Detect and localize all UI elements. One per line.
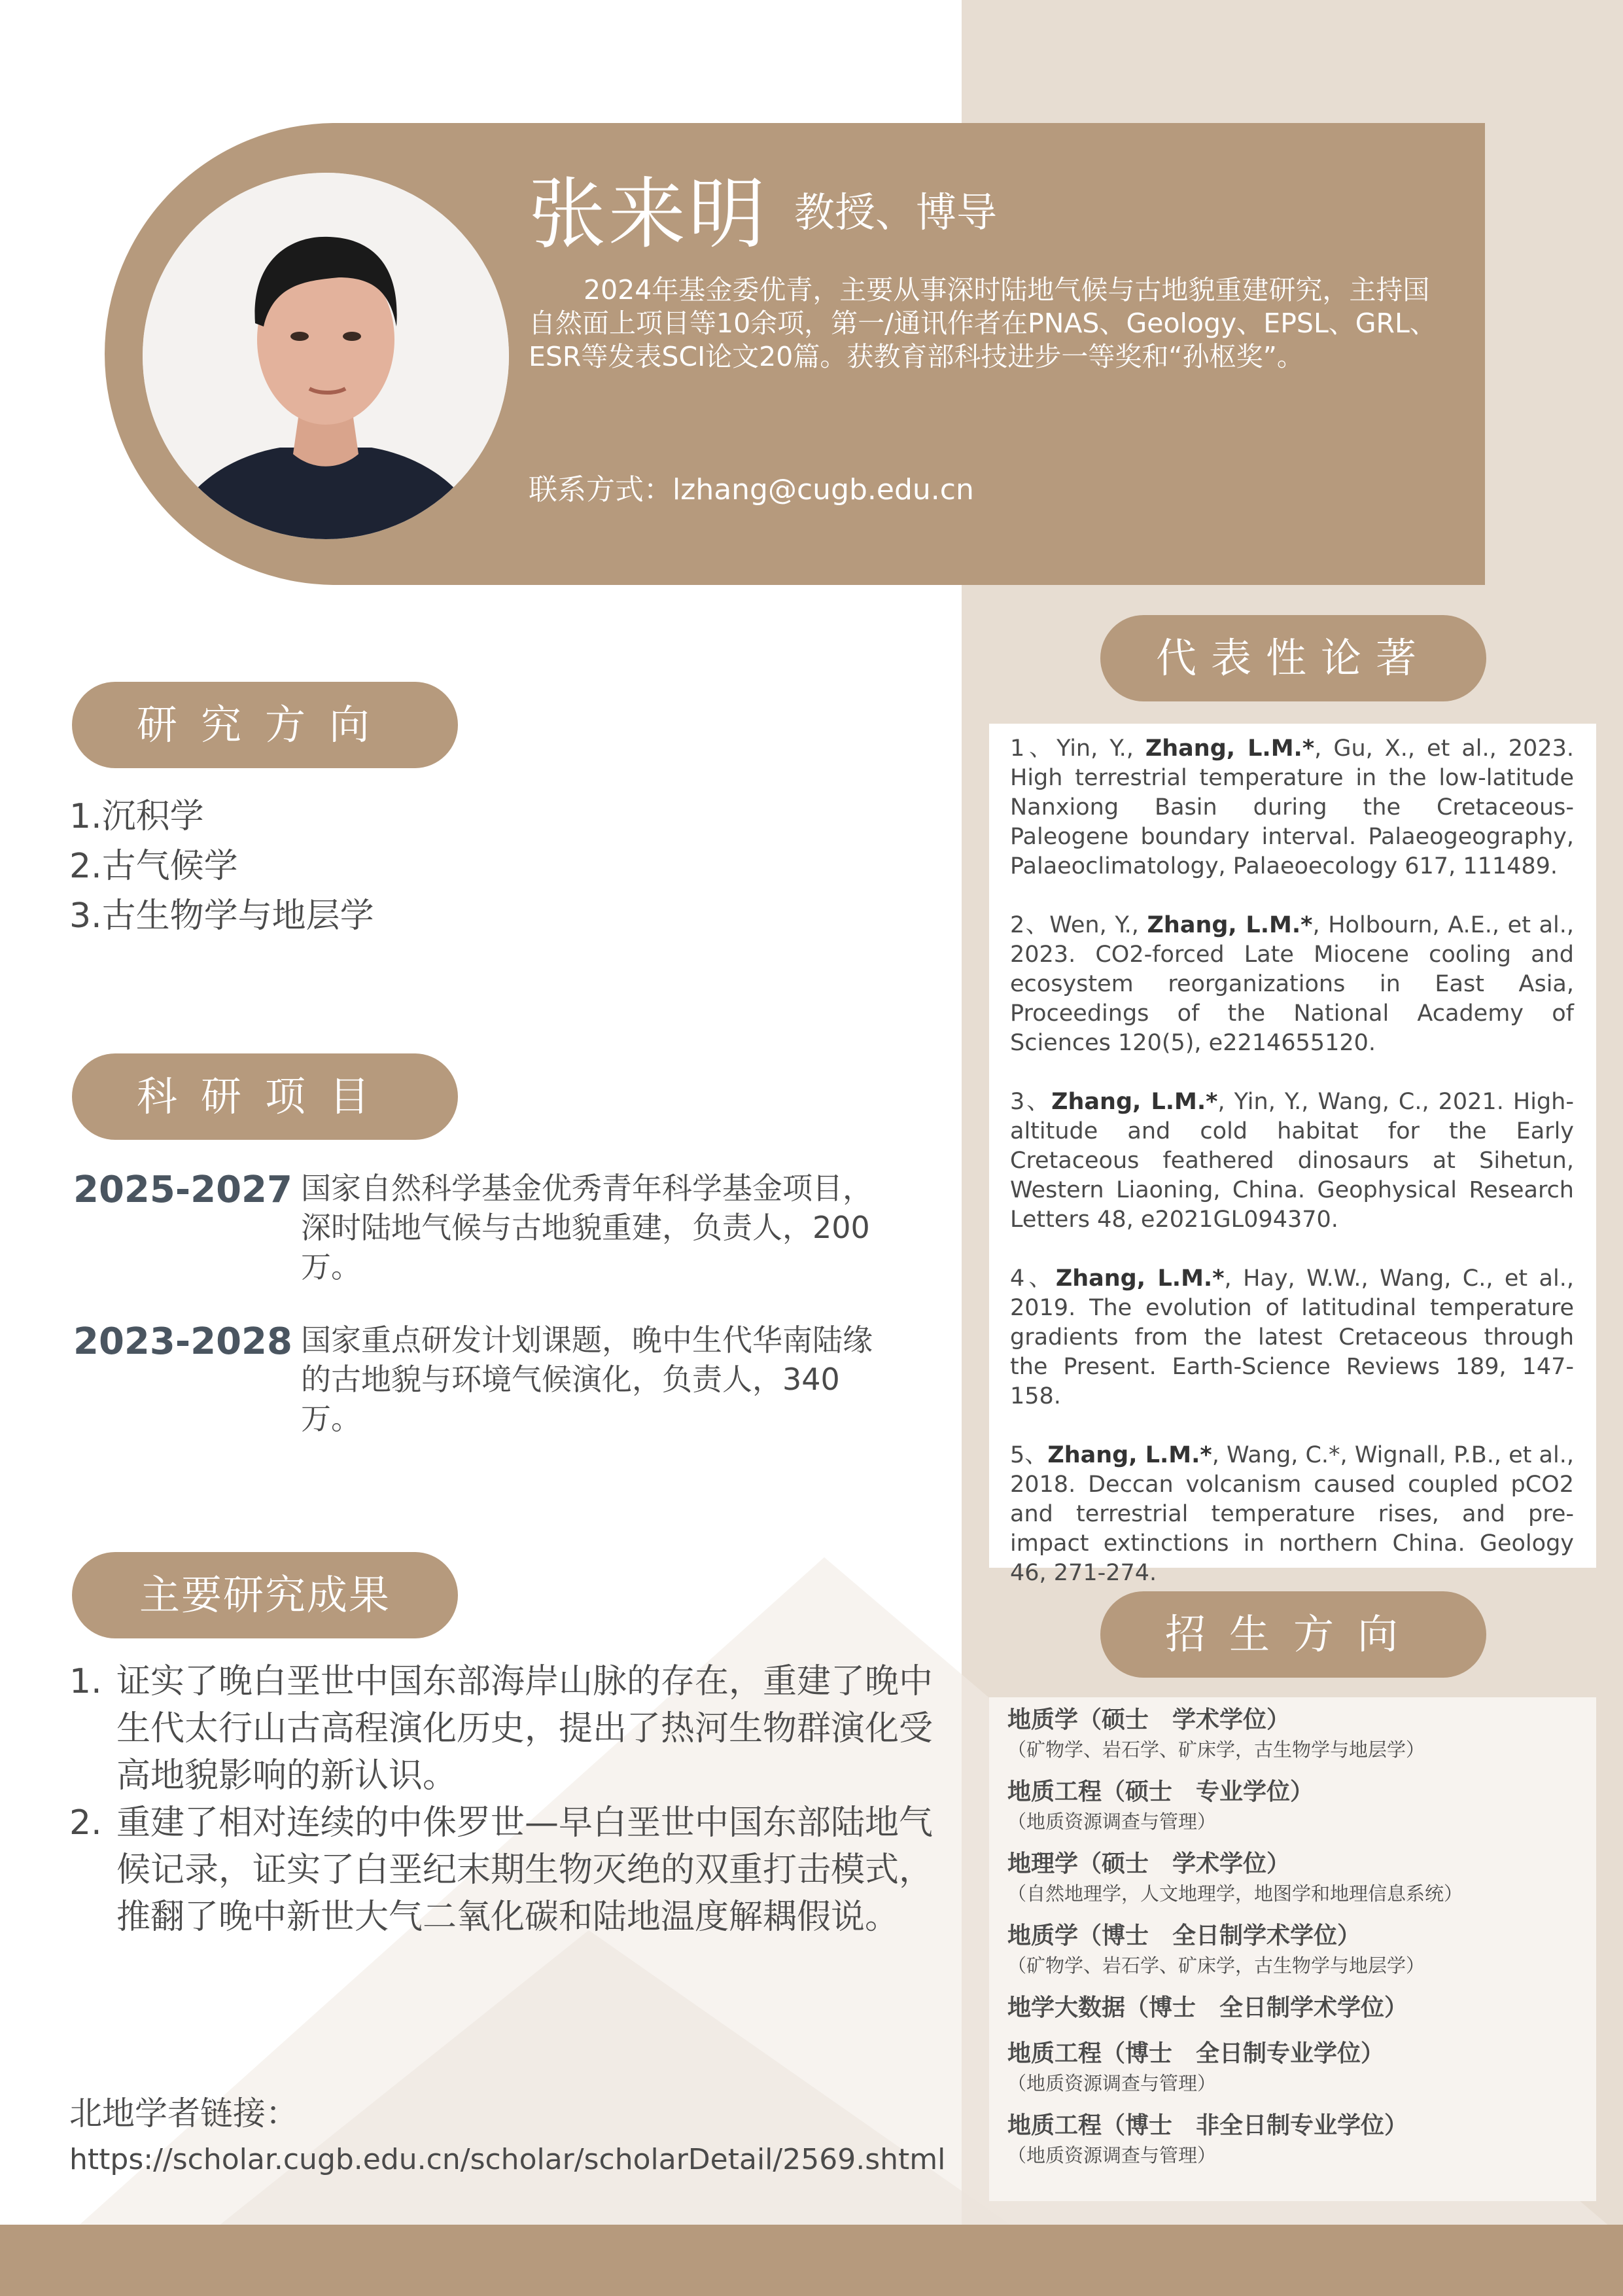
paper-item: [1010, 1087, 1574, 1235]
paper-item: [1010, 734, 1574, 881]
paper-author: Zhang, L.M.*: [1047, 1442, 1212, 1468]
enrollment-program: 地质学（博士 全日制学术学位）: [1007, 1922, 1361, 1949]
list-item: [69, 1799, 933, 1941]
paper-post: , Hay, W.W., Wang, C., et al., 2019. The evolution of latitudinal temperature gradients from the latest Cretaceous through the Present. Earth-Science Reviews 189, 147-158.: [1010, 1265, 1574, 1409]
portrait-image: [143, 173, 509, 539]
bio-text: 2024年基金委优青，主要从事深时陆地气候与古地貌重建研究，主持国自然面上项目等10余项，第一/通讯作者在PNAS、Geology、EPSL、GRL、ESR等发表SCI论文20篇。获教育部科技进步一等奖和“孙枢奖”。: [529, 274, 1437, 372]
project-years: 2025-2027: [73, 1169, 292, 1211]
spacer: [1007, 2024, 1583, 2038]
paper-pre: 3、: [1010, 1089, 1052, 1115]
results-list: [69, 1658, 933, 1941]
list-item: [69, 1658, 933, 1799]
paper-author: Zhang, L.M.*: [1147, 912, 1313, 938]
enrollment-program: 地理学（硕士 学术学位）: [1007, 1850, 1291, 1877]
paper-post: , Wang, C.*, Wignall, P.B., et al., 2018. Deccan volcanism caused coupled pCO2 and terrestrial temperature rises, and pre-impact extinctions in northern China. Geology 46, 271-274.: [1010, 1442, 1574, 1586]
bottom-band: [0, 2225, 1623, 2296]
papers-heading: 代表性论著: [1100, 615, 1486, 701]
paper-item: [1010, 1441, 1574, 1588]
list-text: 重建了相对连续的中侏罗世—早白垩世中国东部陆地气候记录，证实了白垩纪末期生物灭绝的双重打击模式，推翻了晚中新世大气二氧化碳和陆地温度解耦假说。: [116, 1803, 934, 1937]
paper-item: [1010, 911, 1574, 1058]
papers-list: [1010, 734, 1574, 1617]
enrollment-program: 地质工程（博士 全日制专业学位）: [1007, 2040, 1385, 2067]
research-heading: 研究方向: [72, 682, 458, 768]
enrollment-fields: （地质资源调查与管理）: [1007, 2144, 1217, 2166]
enrollment-fields: （自然地理学，人文地理学，地图学和地理信息系统）: [1007, 1882, 1463, 1905]
paper-post: , Yin, Y., Wang, C., 2021. High-altitude and cold habitat for the Early Cretaceous feathered dinosaurs at Sihetun, Western Liaoning, China. Geophysical Research Letters 48, e2021GL094370.: [1010, 1089, 1574, 1233]
enrollment-program: 地质学（硕士 学术学位）: [1007, 1706, 1291, 1733]
project-description: 国家自然科学基金优秀青年科学基金项目，深时陆地气候与古地貌重建，负责人，200万。: [301, 1171, 873, 1284]
profile-photo: [143, 173, 509, 539]
enrollment-program: 地质工程（博士 非全日制专业学位）: [1007, 2112, 1408, 2139]
contact-email[interactable]: 联系方式：lzhang@cugb.edu.cn: [529, 473, 974, 506]
project-years: 2023-2028: [73, 1320, 292, 1363]
paper-pre: 2、Wen, Y.,: [1010, 912, 1147, 938]
list-item: 2.古气候学: [69, 847, 238, 886]
list-text: 证实了晚白垩世中国东部海岸山脉的存在，重建了晚中生代太行山古高程演化历史，提出了热河生物群演化受高地貌影响的新认识。: [116, 1662, 934, 1795]
paper-post: , Holbourn, A.E., et al., 2023. CO2-forced Late Miocene cooling and ecosystem reorganizations in East Asia, Proceedings of the National Academy of Sciences 120(5), e2214655120.: [1010, 912, 1574, 1056]
enrollment-fields: （地质资源调查与管理）: [1007, 2072, 1217, 2094]
research-list: [69, 792, 374, 941]
results-heading: 主要研究成果: [72, 1552, 458, 1638]
paper-author: Zhang, L.M.*: [1051, 1089, 1218, 1115]
list-item: 3.古生物学与地层学: [69, 896, 374, 936]
projects-heading: 科研项目: [72, 1053, 458, 1140]
paper-author: Zhang, L.M.*: [1055, 1265, 1225, 1292]
list-number: 2.: [69, 1803, 102, 1843]
paper-post: , Gu, X., et al., 2023. High terrestrial temperature in the low-latitude Nanxiong Basin during the Cretaceous-Paleogene boundary interval. Palaeogeography, Palaeoclimatology, Palaeoecology 617, 111489.: [1010, 735, 1574, 879]
enrollment-list: [1007, 1704, 1583, 2181]
enrollment-fields: （矿物学、岩石学、矿床学，古生物学与地层学）: [1007, 1954, 1425, 1977]
enrollment-program: 地质工程（硕士 专业学位）: [1007, 1778, 1314, 1805]
list-item: 1.沉积学: [69, 797, 204, 836]
enrollment-heading: 招生方向: [1100, 1591, 1486, 1678]
list-number: 1.: [69, 1662, 102, 1701]
scholar-link[interactable]: https://scholar.cugb.edu.cn/scholar/scholarDetail/2569.shtml: [69, 2143, 946, 2176]
person-title: 教授、博导: [794, 188, 998, 236]
enrollment-fields: （矿物学、岩石学、矿床学，古生物学与地层学）: [1007, 1739, 1425, 1761]
paper-item: [1010, 1264, 1574, 1411]
paper-author: Zhang, L.M.*: [1145, 735, 1315, 762]
paper-pre: 4、: [1010, 1265, 1056, 1292]
person-name: 张来明: [529, 169, 769, 259]
paper-pre: 1、Yin, Y.,: [1010, 735, 1145, 762]
enrollment-program: 地学大数据（博士 全日制学术学位）: [1007, 1994, 1408, 2021]
paper-pre: 5、: [1010, 1442, 1048, 1468]
project-description: 国家重点研发计划课题，晚中生代华南陆缘的古地貌与环境气候演化，负责人，340万。: [301, 1322, 873, 1436]
scholar-link-label: 北地学者链接：: [69, 2094, 298, 2132]
enrollment-fields: （地质资源调查与管理）: [1007, 1810, 1217, 1833]
